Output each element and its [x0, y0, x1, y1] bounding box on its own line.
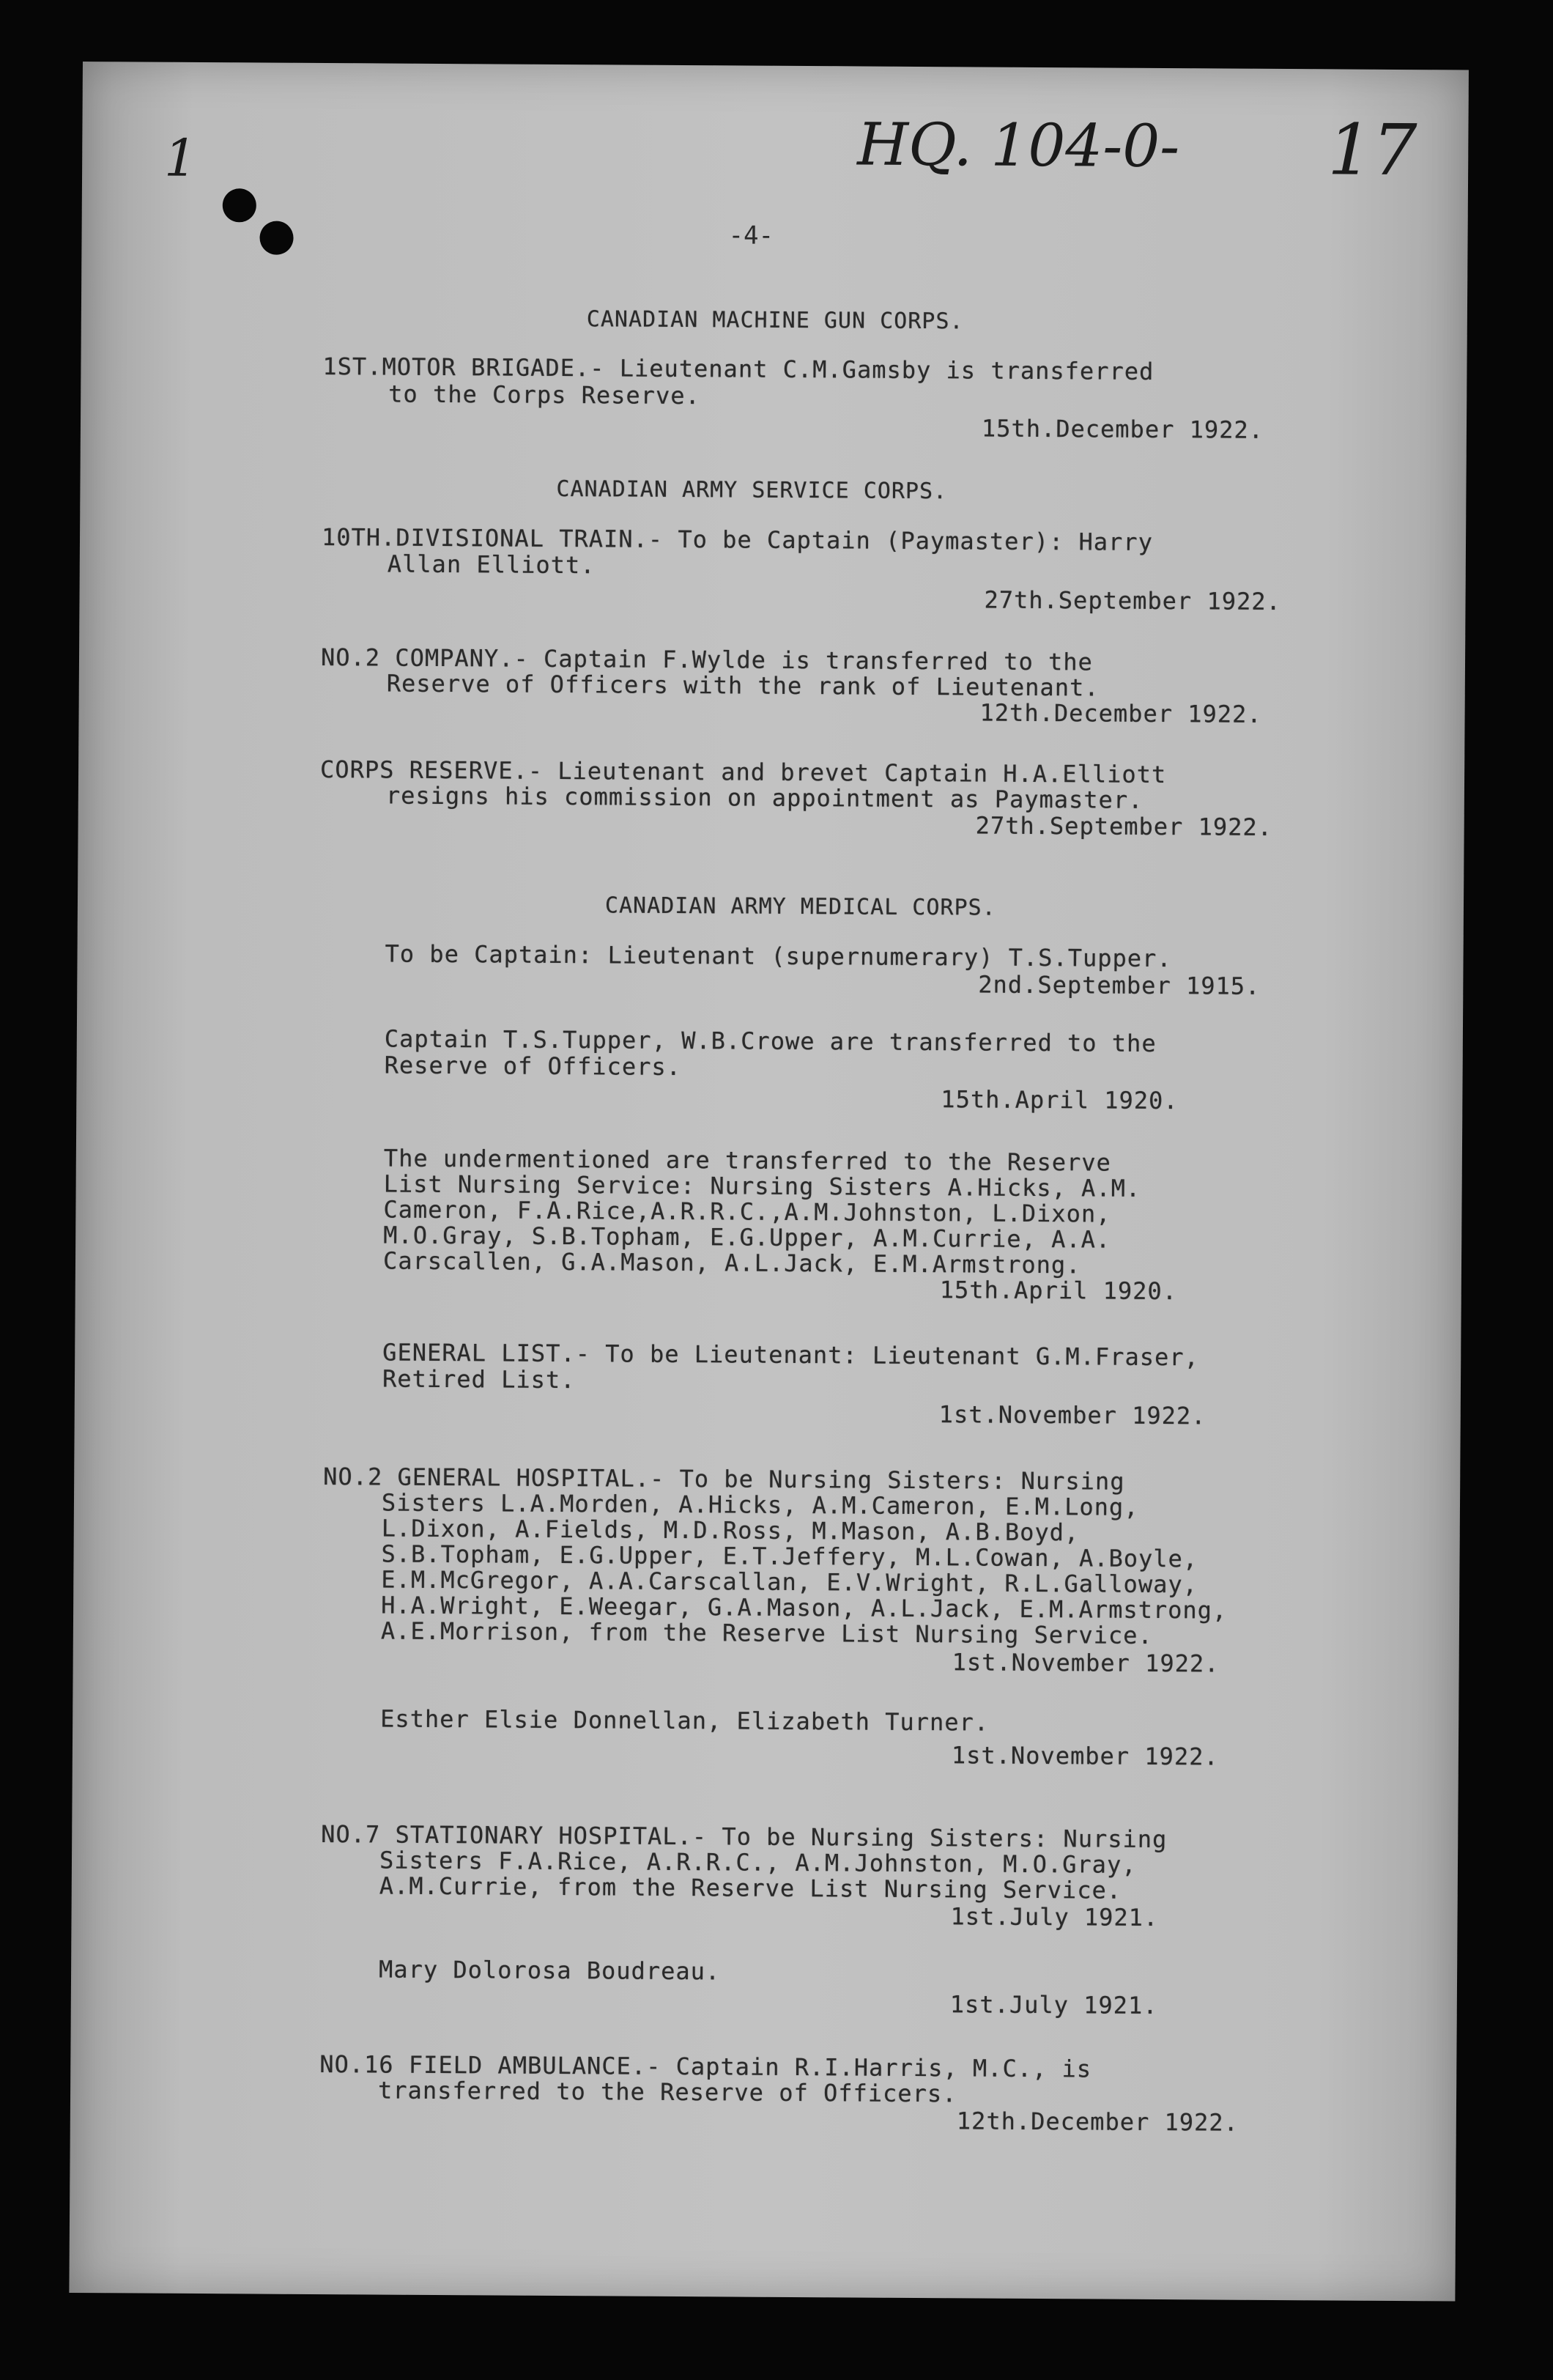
- entry-line: Captain T.S.Tupper, W.B.Crowe are transferred to the: [384, 1024, 1157, 1057]
- section-heading: CANADIAN MACHINE GUN CORPS.: [586, 306, 964, 335]
- entry-line: 10TH.DIVISIONAL TRAIN.- To be Captain (Paymaster): Harry: [321, 523, 1154, 556]
- entry-date: 12th.December 1922.: [956, 2107, 1239, 2137]
- entry-line: to the Corps Reserve.: [388, 380, 700, 410]
- entry-line: Carscallen, G.A.Mason, A.L.Jack, E.M.Armstrong.: [382, 1246, 1081, 1279]
- entry-line: CORPS RESERVE.- Lieutenant and brevet Captain H.A.Elliott: [319, 755, 1167, 789]
- entry-line: E.M.McGregor, A.A.Carscallan, E.V.Wright, R.L.Galloway,: [381, 1565, 1198, 1599]
- page-number: -4-: [728, 221, 774, 251]
- entry-line: Reserve of Officers with the rank of Lieutenant.: [386, 669, 1100, 702]
- handwritten-mark: 1: [163, 128, 197, 188]
- punch-hole: [223, 188, 256, 222]
- entry-line: A.M.Currie, from the Reserve List Nursing Service.: [379, 1871, 1122, 1904]
- entry-line: Reserve of Officers.: [384, 1051, 682, 1082]
- entry-date: 1st.November 1922.: [951, 1741, 1219, 1771]
- entry-line: Allan Elliott.: [387, 550, 596, 580]
- entry-line: NO.2 COMPANY.- Captain F.Wylde is transferred to the: [320, 643, 1093, 676]
- entry-line: Sisters L.A.Morden, A.Hicks, A.M.Cameron, E.M.Long,: [381, 1488, 1139, 1521]
- entry-date: 1st.November 1922.: [952, 1648, 1220, 1678]
- entry-line: NO.7 STATIONARY HOSPITAL.- To be Nursing Sisters: Nursing: [321, 1820, 1168, 1854]
- entry-date: 2nd.September 1915.: [978, 970, 1261, 1000]
- handwritten-reference-number: HQ. 104-0-: [857, 110, 1180, 181]
- entry-line: L.Dixon, A.Fields, M.D.Ross, M.Mason, A.B.Boyd,: [381, 1514, 1080, 1547]
- entry-line: Cameron, F.A.Rice,A.R.R.C.,A.M.Johnston, L.Dixon,: [383, 1195, 1111, 1228]
- entry-line: 1ST.MOTOR BRIGADE.- Lieutenant C.M.Gamsby is transferred: [322, 352, 1154, 385]
- entry-line: To be Captain: Lieutenant (supernumerary) T.S.Tupper.: [385, 939, 1172, 973]
- entry-date: 1st.November 1922.: [938, 1400, 1207, 1430]
- entry-line: transferred to the Reserve of Officers.: [377, 2076, 957, 2108]
- section-heading: CANADIAN ARMY MEDICAL CORPS.: [604, 892, 996, 921]
- entry-date: 27th.September 1922.: [975, 811, 1273, 841]
- entry-line: GENERAL LIST.- To be Lieutenant: Lieutenant G.M.Fraser,: [382, 1338, 1199, 1372]
- entry-line: Esther Elsie Donnellan, Elizabeth Turner.: [380, 1704, 990, 1737]
- entry-line: NO.16 FIELD AMBULANCE.- Captain R.I.Harris, M.C., is: [319, 2050, 1092, 2083]
- entry-line: The undermentioned are transferred to the Reserve: [383, 1144, 1111, 1177]
- entry-date: 1st.July 1921.: [949, 1990, 1158, 2020]
- entry-line: H.A.Wright, E.Weegar, G.A.Mason, A.L.Jack, E.M.Armstrong,: [381, 1591, 1228, 1625]
- entry-date: 15th.April 1920.: [939, 1276, 1178, 1306]
- entry-line: Mary Dolorosa Boudreau.: [378, 1955, 721, 1986]
- entry-line: List Nursing Service: Nursing Sisters A.Hicks, A.M.: [383, 1169, 1141, 1202]
- entry-line: NO.2 GENERAL HOSPITAL.- To be Nursing Sisters: Nursing: [323, 1463, 1125, 1496]
- entry-line: Sisters F.A.Rice, A.R.R.C., A.M.Johnston, M.O.Gray,: [379, 1846, 1137, 1879]
- entry-date: 15th.April 1920.: [941, 1085, 1179, 1115]
- entry-date: 1st.July 1921.: [950, 1902, 1159, 1932]
- handwritten-folio-number: 17: [1327, 108, 1417, 192]
- entry-date: 15th.December 1922.: [981, 414, 1264, 444]
- entry-date: 12th.December 1922.: [979, 698, 1262, 728]
- document-page: [69, 62, 1469, 2302]
- entry-line: S.B.Topham, E.G.Upper, E.T.Jeffery, M.L.Cowan, A.Boyle,: [381, 1540, 1198, 1573]
- entry-line: M.O.Gray, S.B.Topham, E.G.Upper, A.M.Currie, A.A.: [383, 1221, 1111, 1254]
- punch-hole: [259, 221, 293, 254]
- entry-date: 27th.September 1922.: [984, 585, 1281, 616]
- section-heading: CANADIAN ARMY SERVICE CORPS.: [556, 476, 948, 505]
- entry-line: Retired List.: [382, 1364, 576, 1394]
- entry-line: A.E.Morrison, from the Reserve List Nursing Service.: [380, 1616, 1153, 1649]
- entry-line: resigns his commission on appointment as Paymaster.: [385, 781, 1144, 814]
